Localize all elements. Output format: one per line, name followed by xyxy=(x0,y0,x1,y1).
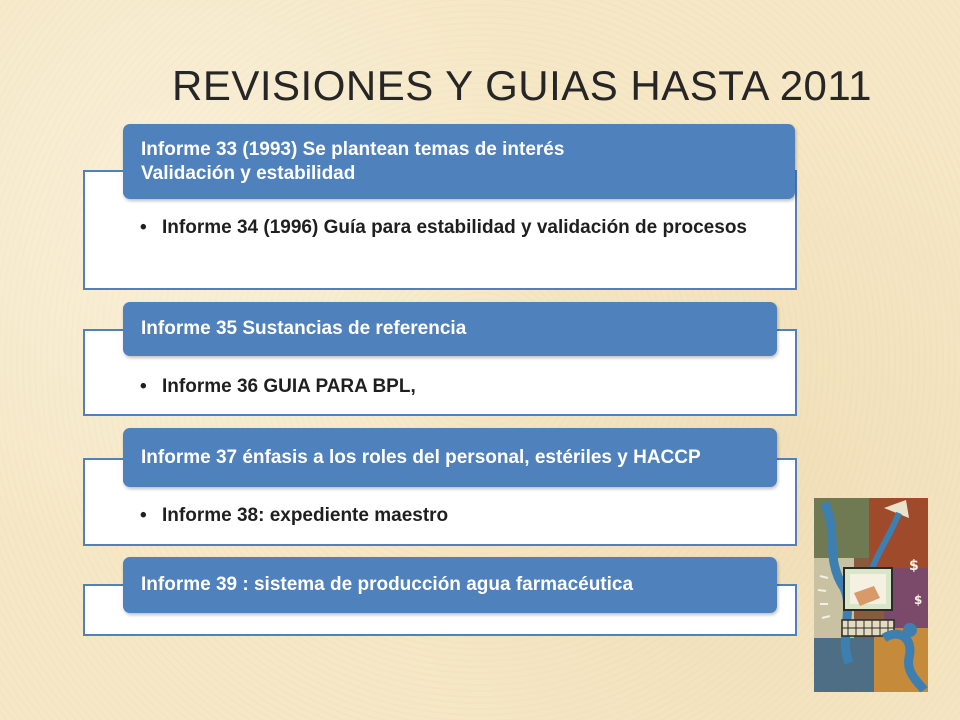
block-2-heading-box xyxy=(123,302,777,356)
block-1-heading-box xyxy=(123,124,795,199)
block-1-heading: Informe 33 (1993) Se plantean temas de interés Validación y estabilidad xyxy=(141,138,565,184)
block-3-heading-box xyxy=(123,428,777,487)
block-2-bullet-item xyxy=(140,374,760,399)
block-2-bullet-text: Informe 36 GUIA PARA BPL, xyxy=(162,376,416,397)
bullet-icon: • xyxy=(140,217,147,238)
block-1-bullet-item xyxy=(140,215,760,240)
svg-text:$: $ xyxy=(914,593,923,607)
bullet-icon: • xyxy=(140,505,147,526)
block-4-heading: Informe 39 : sistema de producción agua farmacéutica xyxy=(141,574,634,595)
svg-text:$: $ xyxy=(909,558,919,574)
business-computer-clipart-icon xyxy=(814,498,928,692)
block-1-bullet-text: Informe 34 (1996) Guía para estabilidad y validación de procesos xyxy=(162,217,747,238)
slide-title: REVISIONES Y GUIAS HASTA 2011 xyxy=(172,62,873,109)
block-3-bullet-text: Informe 38: expediente maestro xyxy=(162,505,449,526)
block-2-heading: Informe 35 Sustancias de referencia xyxy=(141,318,467,339)
block-3-heading: Informe 37 énfasis a los roles del personal, estériles y HACCP xyxy=(141,446,701,468)
block-4-heading-box xyxy=(123,557,777,613)
block-3-bullet-item xyxy=(140,503,760,528)
bullet-icon: • xyxy=(140,376,147,397)
